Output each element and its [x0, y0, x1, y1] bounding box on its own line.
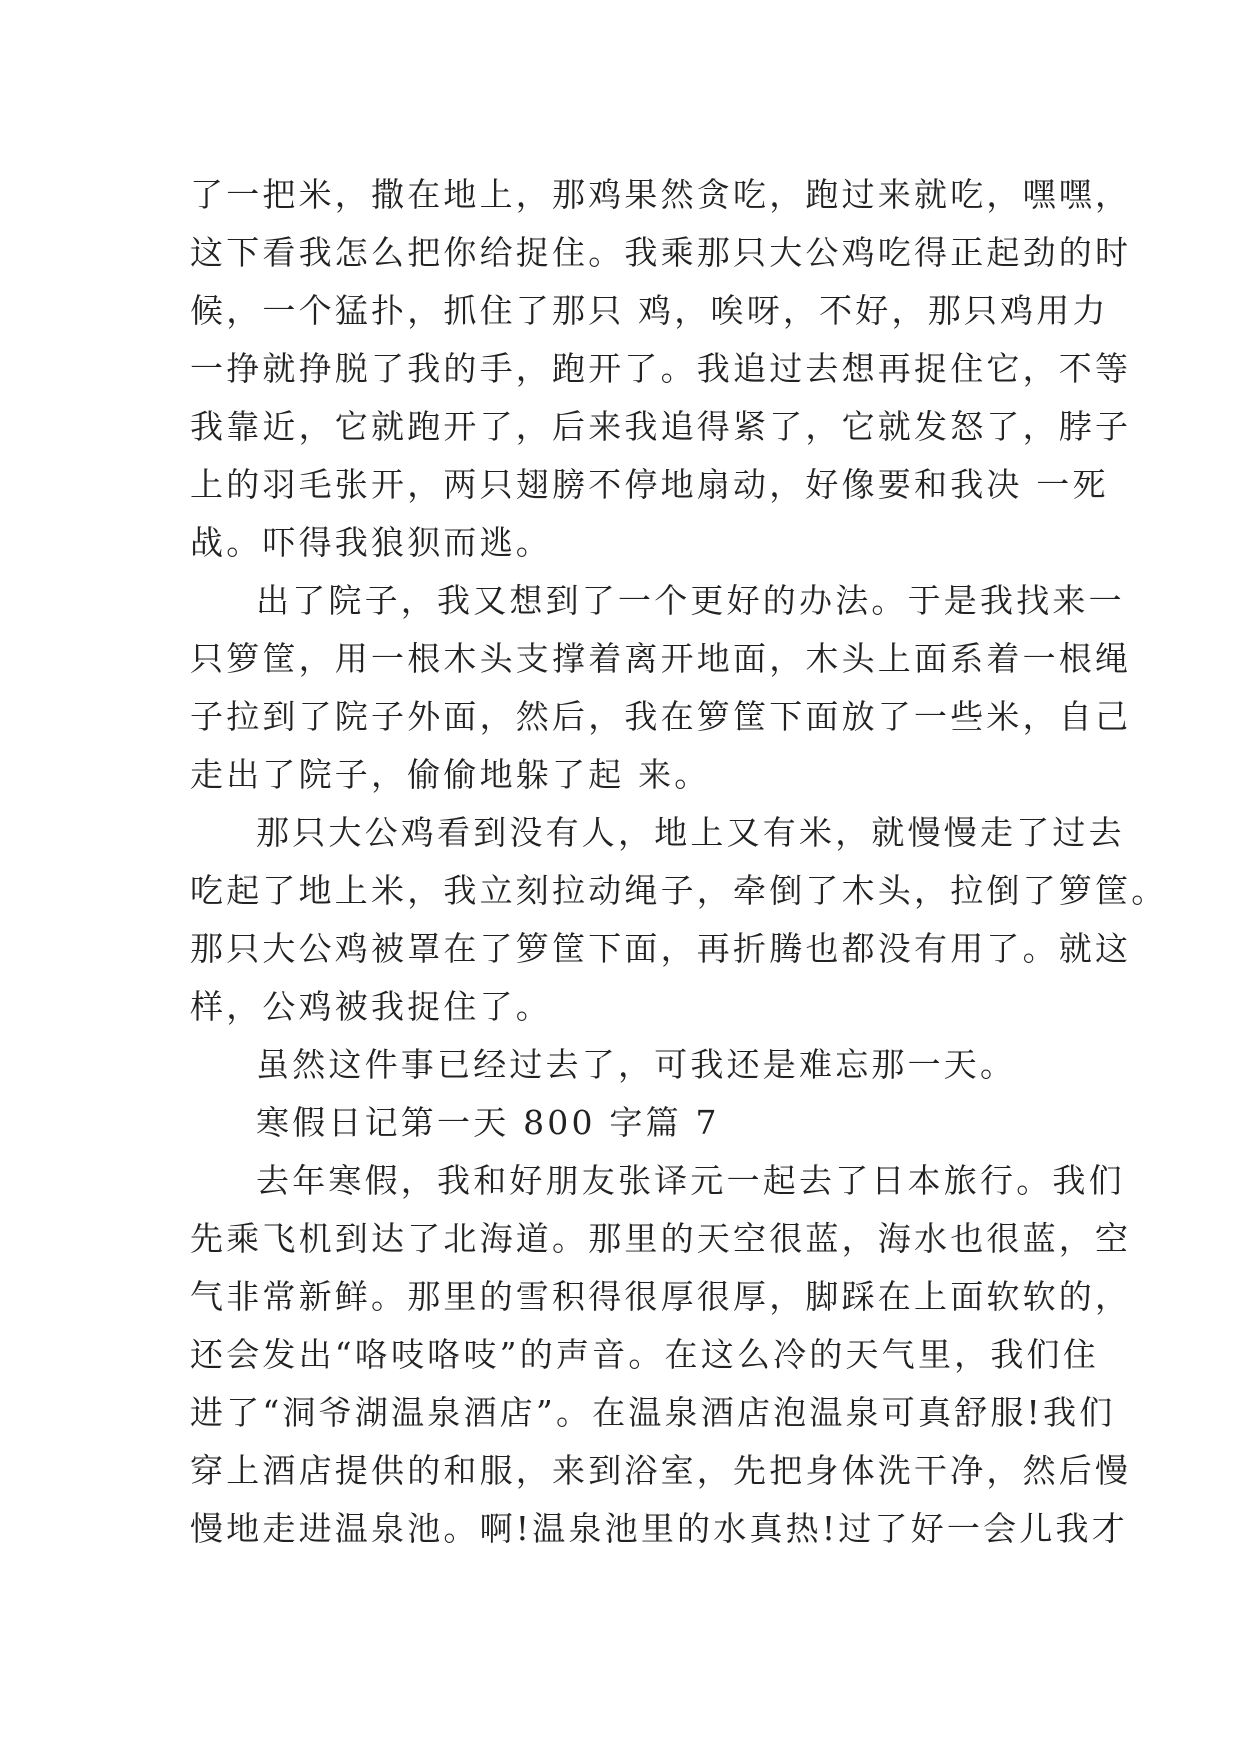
- text-line: 还会发出“咯吱咯吱”的声音。在这么冷的天气里，我们住: [190, 1335, 1099, 1374]
- paragraph-first-line: 去年寒假，我和好朋友张译元一起去了日本旅行。我们: [256, 1161, 1125, 1200]
- document-body: [190, 166, 1168, 1558]
- paragraph-first-line: 虽然这件事已经过去了，可我还是难忘那一天。: [256, 1045, 1017, 1084]
- text-line: 一挣就挣脱了我的手，跑开了。我追过去想再捉住它，不等: [190, 349, 1132, 388]
- text-line: 上的羽毛张开，两只翅膀不停地扇动，好像要和我决 一死: [190, 465, 1109, 504]
- text-line: 我靠近，它就跑开了，后来我追得紧了，它就发怒了，脖子: [190, 407, 1132, 446]
- text-line: 那只大公鸡被罩在了箩筐下面，再折腾也都没有用了。就这: [190, 929, 1132, 968]
- paragraph-first-line: 那只大公鸡看到没有人，地上又有米，就慢慢走了过去: [256, 813, 1125, 852]
- text-line: 这下看我怎么把你给捉住。我乘那只大公鸡吃得正起劲的时: [190, 233, 1132, 272]
- text-line: 进了“洞爷湖温泉酒店”。在温泉酒店泡温泉可真舒服!我们: [190, 1393, 1116, 1432]
- text-line: 候，一个猛扑，抓住了那只 鸡，唉呀，不好，那只鸡用力: [190, 291, 1109, 330]
- paragraph-first-line: 出了院子，我又想到了一个更好的办法。于是我找来一: [256, 581, 1125, 620]
- section-heading: 寒假日记第一天 800 字篇 7: [256, 1103, 720, 1142]
- text-line: 先乘飞机到达了北海道。那里的天空很蓝，海水也很蓝，空: [190, 1219, 1132, 1258]
- text-line: 子拉到了院子外面，然后，我在箩筐下面放了一些米，自己: [190, 697, 1132, 736]
- text-line: 走出了院子，偷偷地躲了起 来。: [190, 755, 711, 794]
- text-line: 气非常新鲜。那里的雪积得很厚很厚，脚踩在上面软软的，: [190, 1277, 1132, 1316]
- text-line: 只箩筐，用一根木头支撑着离开地面，木头上面系着一根绳: [190, 639, 1132, 678]
- text-line: 了一把米，撒在地上，那鸡果然贪吃，跑过来就吃，嘿嘿，: [190, 175, 1132, 214]
- text-line: 战。吓得我狼狈而逃。: [190, 523, 552, 562]
- text-line: 穿上酒店提供的和服，来到浴室，先把身体洗干净，然后慢: [190, 1451, 1132, 1490]
- text-line: 慢地走进温泉池。啊!温泉池里的水真热!过了好一会儿我才: [190, 1509, 1128, 1548]
- text-line: 样，公鸡被我捉住了。: [190, 987, 552, 1026]
- text-line: 吃起了地上米，我立刻拉动绳子，牵倒了木头，拉倒了箩筐。: [190, 871, 1168, 910]
